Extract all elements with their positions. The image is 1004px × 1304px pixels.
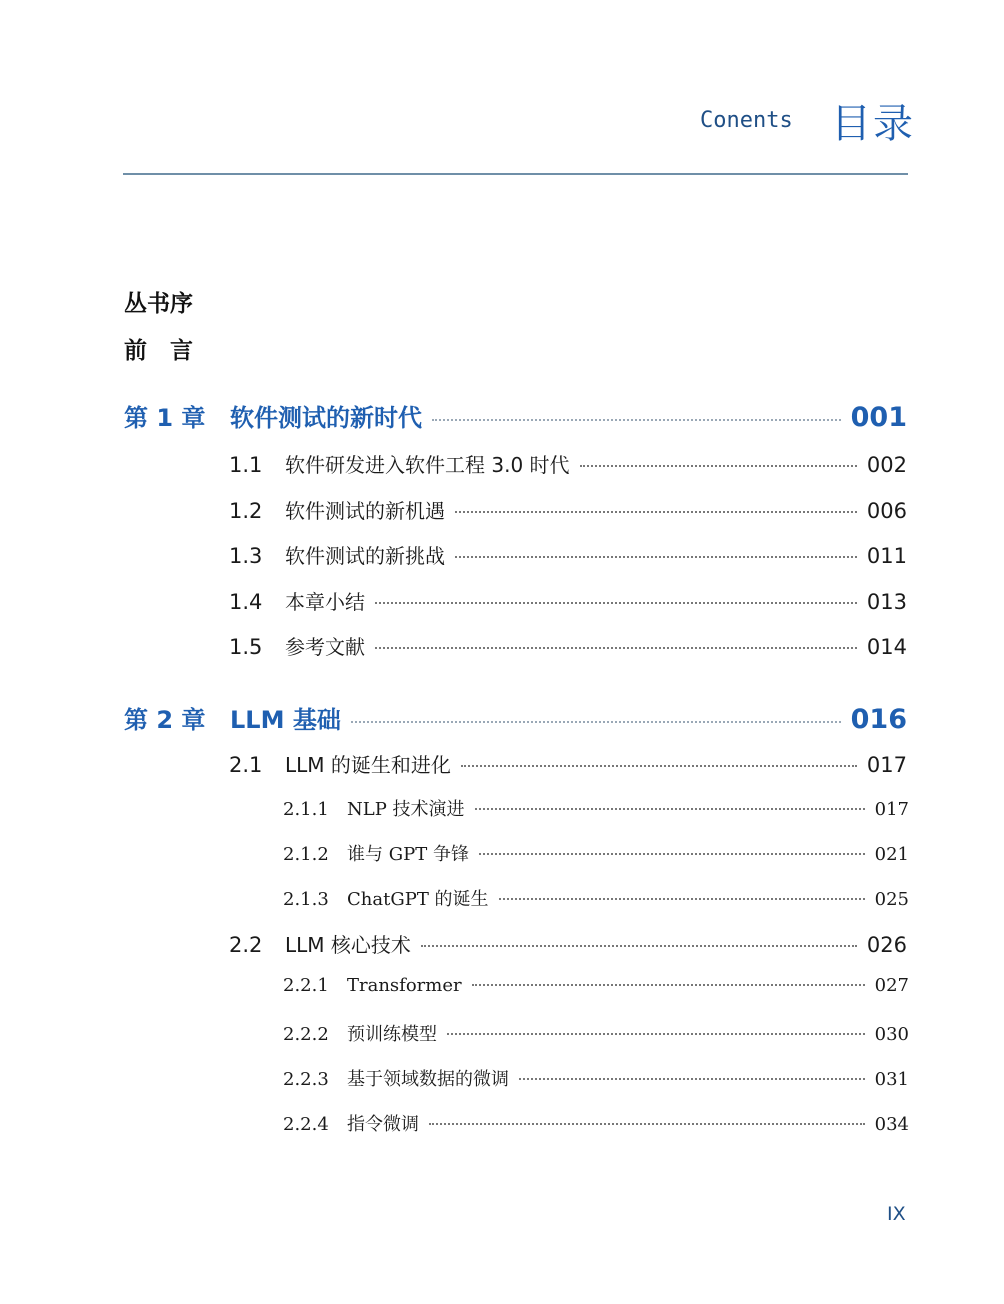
leader-dots [580,465,857,467]
leader-dots [351,721,841,723]
footer-page-number: IX [887,1203,906,1225]
toc-subsection-2-2-4[interactable] [283,1110,909,1136]
leader-dots [475,808,865,810]
section-title: 软件测试的新挑战 [285,544,445,568]
toc-header-english: Conents [700,108,793,133]
chapter-title: 软件测试的新时代 [230,404,422,432]
leader-dots [519,1078,865,1080]
section-title: LLM 的诞生和进化 [285,753,451,777]
subsection-title: 预训练模型 [347,1024,437,1045]
subsection-page: 021 [874,844,909,865]
subsection-page: 030 [874,1024,909,1045]
front-matter-preface: 丛书序 [124,291,193,317]
toc-section-1-3[interactable] [229,540,907,569]
chapter-page: 016 [850,704,907,735]
chapter-number: 第 2 章 [124,706,206,734]
toc-header-chinese: 目录 [831,101,915,147]
header-rule [123,173,908,175]
leader-dots [455,511,857,513]
subsection-number: 2.1.3 [283,889,329,910]
toc-chapter-2[interactable] [124,700,907,735]
toc-subsection-2-1-1[interactable] [283,795,909,821]
leader-dots [461,765,857,767]
toc-section-2-2[interactable] [229,929,907,958]
subsection-number: 2.2.2 [283,1024,329,1045]
subsection-title: NLP 技术演进 [347,799,465,820]
leader-dots [432,419,841,421]
section-page: 017 [866,753,907,777]
toc-subsection-2-2-3[interactable] [283,1065,909,1091]
toc-section-1-5[interactable] [229,631,907,660]
section-page: 002 [866,453,907,477]
subsection-number: 2.2.3 [283,1069,329,1090]
section-page: 014 [866,635,907,659]
subsection-page: 031 [874,1069,909,1090]
subsection-title: 指令微调 [347,1114,419,1135]
section-number: 1.2 [229,499,263,523]
leader-dots [375,602,857,604]
toc-subsection-2-1-2[interactable] [283,840,909,866]
subsection-number: 2.1.1 [283,799,329,820]
section-title: 软件研发进入软件工程 3.0 时代 [285,453,570,477]
leader-dots [421,945,857,947]
section-number: 1.1 [229,453,263,477]
toc-section-1-4[interactable] [229,586,907,615]
toc-chapter-1[interactable] [124,398,907,433]
section-number: 2.2 [229,933,263,957]
leader-dots [499,898,865,900]
section-page: 013 [866,590,907,614]
subsection-title: 谁与 GPT 争锋 [347,844,469,865]
toc-section-1-2[interactable] [229,495,907,524]
subsection-title: 基于领域数据的微调 [347,1069,509,1090]
leader-dots [447,1033,865,1035]
leader-dots [472,984,865,986]
subsection-page: 017 [874,799,909,820]
leader-dots [429,1123,865,1125]
section-title: 参考文献 [285,635,365,659]
subsection-number: 2.2.1 [283,975,329,996]
subsection-page: 027 [874,975,909,996]
subsection-page: 034 [874,1114,909,1135]
section-number: 1.4 [229,590,263,614]
chapter-number: 第 1 章 [124,404,206,432]
subsection-page: 025 [874,889,909,910]
section-title: LLM 核心技术 [285,933,411,957]
section-title: 软件测试的新机遇 [285,499,445,523]
front-matter-foreword: 前 言 [124,338,193,364]
toc-subsection-2-2-1[interactable] [283,975,909,996]
toc-subsection-2-1-3[interactable] [283,885,909,911]
section-number: 2.1 [229,753,263,777]
section-number: 1.5 [229,635,263,659]
leader-dots [479,853,865,855]
chapter-title: LLM 基础 [230,706,341,734]
section-page: 011 [866,544,907,568]
subsection-number: 2.2.4 [283,1114,329,1135]
toc-section-1-1[interactable] [229,449,907,478]
section-page: 006 [866,499,907,523]
section-page: 026 [866,933,907,957]
leader-dots [455,556,857,558]
chapter-page: 001 [850,402,907,433]
subsection-title: Transformer [347,975,462,996]
subsection-title: ChatGPT 的诞生 [347,889,489,910]
subsection-number: 2.1.2 [283,844,329,865]
section-title: 本章小结 [285,590,365,614]
toc-subsection-2-2-2[interactable] [283,1020,909,1046]
leader-dots [375,647,857,649]
section-number: 1.3 [229,544,263,568]
toc-section-2-1[interactable] [229,749,907,778]
